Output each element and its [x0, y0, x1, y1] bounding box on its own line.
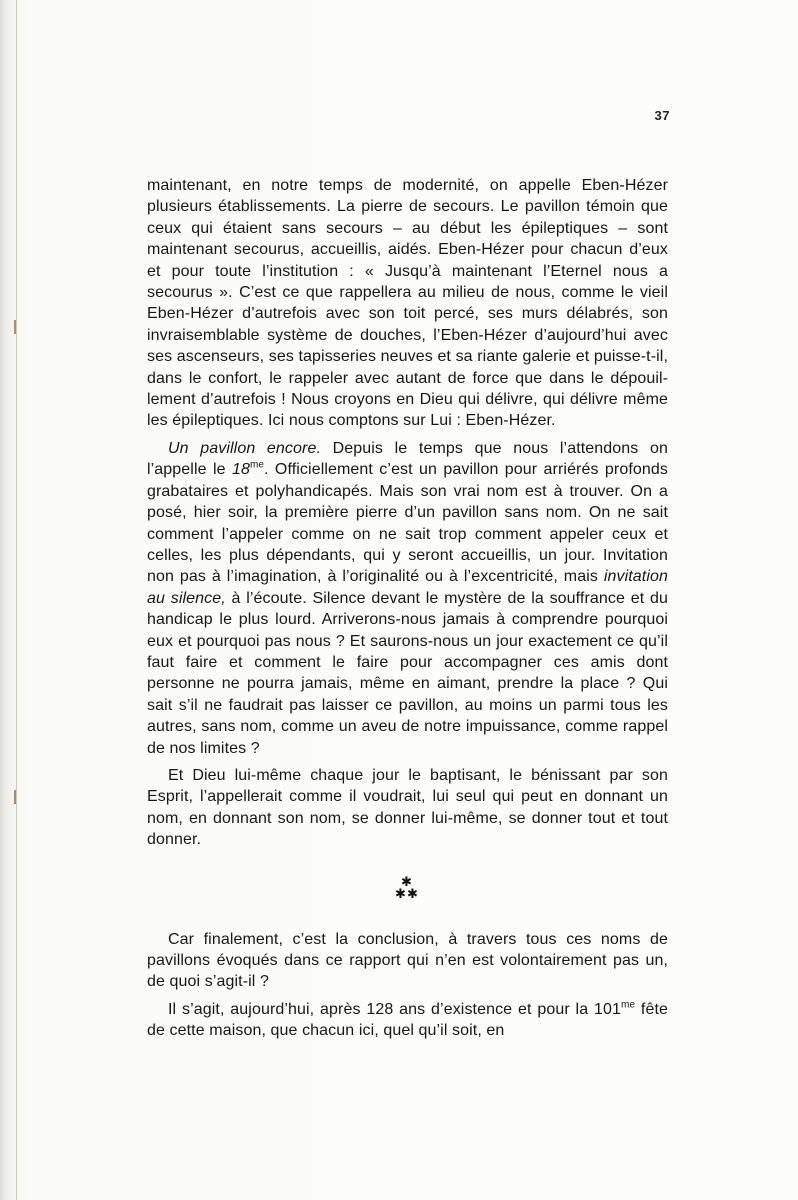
page-number: 37 [654, 108, 670, 123]
paragraph-pavillon-encore [147, 438, 668, 759]
body-text [147, 175, 668, 1048]
italic-lead: Un pavillon encore. [168, 439, 322, 457]
ordinal-number: 101 [594, 1000, 622, 1018]
binding-staple-mark [14, 790, 16, 804]
asterisk-glyph: ✱ [407, 885, 418, 901]
asterisk-glyph: ✱ [401, 873, 412, 889]
ordinal-number: 18 [231, 461, 250, 479]
paragraph-conclusion: Car finalement, c’est la conclusion, à travers tous ces noms de pavillons évoqués dans ce rapport qui n’en est volontairement pas un, de quoi s’agit-il ? [147, 930, 668, 991]
paragraph-dieu: Et Dieu lui-même chaque jour le baptisant, le bénissant par son Esprit, l’appellerait comme il voudrait, lui seul qui peut en donnant un nom, en donnant son nom, se donner lui-même, se donner tout et tout donner. [147, 766, 668, 849]
binding-staple-mark [14, 320, 16, 334]
paragraph-text: Depuis le temps que nous l’attendons on l’appelle le [147, 439, 669, 479]
binding-fold-line [16, 0, 17, 1200]
ordinal-suffix: me [621, 999, 636, 1011]
paragraph-text: Il s’agit, aujourd’hui, après 128 ans d’existence et pour la [168, 1000, 595, 1018]
italic-phrase: invitation au silence, [147, 568, 668, 607]
section-separator [147, 875, 668, 903]
paragraph-il-s-agit [147, 999, 668, 1042]
paragraph-text: à l’écoute. Silence devant le mystère de la souffrance et du handicap le plus lourd. Arriverons-nous jamais à comprendre pourquoi eux et pourquoi pas nous ? Et saurons-nous un jour exactement ce qu’il faut faire et comment le faire pour accompagner ces amis dont personne ne pourra jamais, même en aimant, prendre la place ? Qui sait s’il ne faudrait pas laisser ce pavillon, au moins un parmi tous les autres, sans nom, comme un aveu de notre impuissance, comme rappel de nos limites ? [147, 589, 668, 757]
paragraph-text: . Officiellement c’est un pavillon pour arriérés profonds grabataires et polyhandicapés. Mais son vrai nom est à trouver. On a posé, hier soir, la première pierre d’un pavillon sans nom. On ne sait comment l’appeler comme on ne sait trop comment appeler ceux et celles, les plus dépendants, qui y seront accueillis, un jour. Invitation non pas à l’imagination, à l’originalité ou à l’excentricité, mais [147, 461, 668, 586]
binding-spine [0, 0, 24, 1200]
ordinal-suffix: me [249, 459, 265, 471]
paragraph-eben-hezer: maintenant, en notre temps de modernité, on appelle Eben-Hézer plusieurs établissements. La pierre de secours. Le pavillon témoin que ceux qui étaient sans secours – au début les épileptiques – sont maintenant secourus, accueillis, aidés. Eben-Hézer pour chacun d’eux et pour toute l’institution : « Jusqu’à maintenant l’Eternel nous a secourus ». C’est ce que rappellera au milieu de nous, comme le vieil Eben-Hézer d’autrefois avec son toit percé, ses murs délabrés, son invraisemblable système de douches, l’Eben-Hézer d’aujourd’hui avec ses ascenseurs, ses tapisseries neuves et sa riante galerie et puisse-t-il, dans le confort, le rappeler avec autant de force que dans le dépouillement d’autrefois ! Nous croyons en Dieu qui délivre, qui délivre même les épileptiques. Ici nous comptons sur Lui : Eben-Hézer. [147, 177, 668, 430]
asterisk-glyph: ✱ [395, 885, 406, 901]
paragraph-text: fête de cette maison, que chacun ici, quel qu’il soit, en [147, 1000, 668, 1040]
